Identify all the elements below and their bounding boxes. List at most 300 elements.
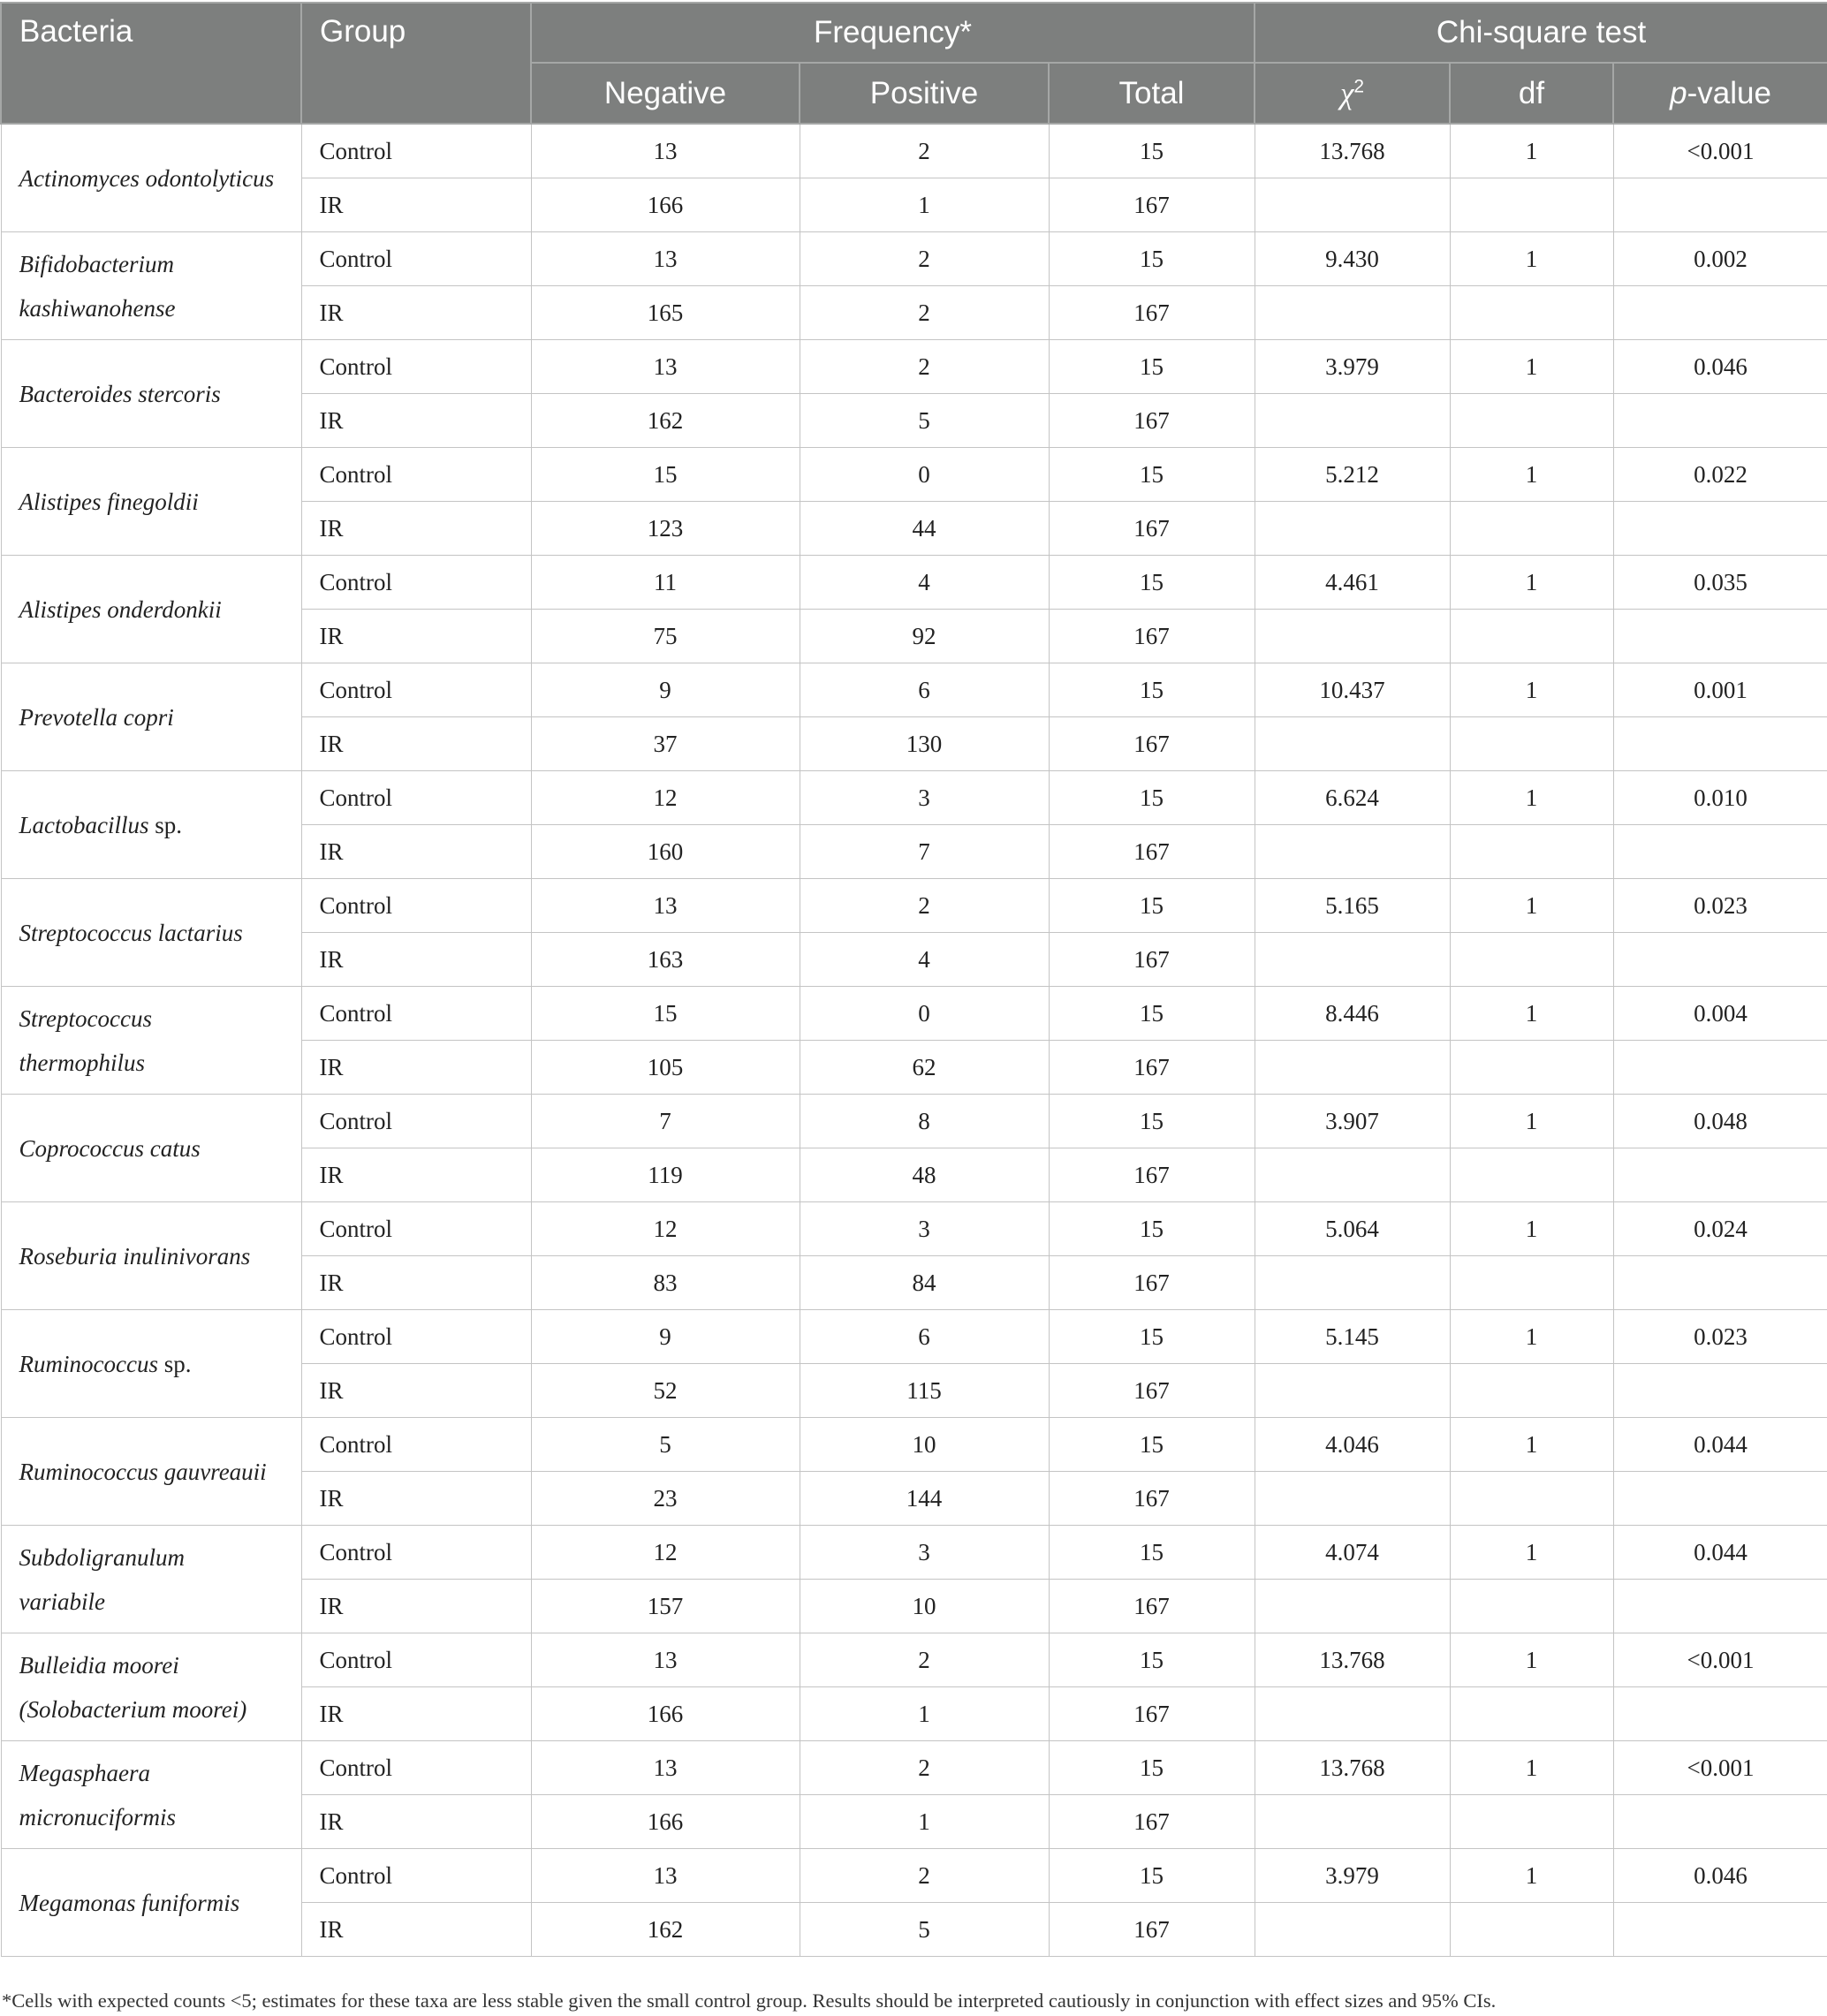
positive-cell: 8 — [800, 1095, 1049, 1148]
p-value-cell-empty — [1613, 502, 1827, 556]
negative-cell: 15 — [531, 987, 800, 1041]
df-cell-empty — [1450, 1148, 1613, 1202]
negative-cell: 165 — [531, 286, 800, 340]
chi2-cell: 5.064 — [1255, 1202, 1450, 1256]
group-cell: IR — [301, 1364, 531, 1418]
positive-cell: 44 — [800, 502, 1049, 556]
df-cell-empty — [1450, 933, 1613, 987]
chi2-cell-empty — [1255, 825, 1450, 879]
total-cell: 15 — [1049, 1633, 1255, 1687]
p-value-cell-empty — [1613, 1256, 1827, 1310]
bacteria-name-cell — [1, 663, 301, 771]
negative-cell: 75 — [531, 610, 800, 663]
group-cell: Control — [301, 1202, 531, 1256]
negative-cell: 7 — [531, 1095, 800, 1148]
positive-cell: 10 — [800, 1418, 1049, 1472]
df-cell-empty — [1450, 825, 1613, 879]
negative-cell: 52 — [531, 1364, 800, 1418]
chi2-cell: 4.046 — [1255, 1418, 1450, 1472]
total-cell: 15 — [1049, 1526, 1255, 1580]
positive-cell: 2 — [800, 879, 1049, 933]
positive-cell: 5 — [800, 394, 1049, 448]
chi2-cell: 8.446 — [1255, 987, 1450, 1041]
positive-cell: 0 — [800, 987, 1049, 1041]
chi2-cell-empty — [1255, 1795, 1450, 1849]
chi2-cell: 6.624 — [1255, 771, 1450, 825]
bacteria-name-cell — [1, 232, 301, 340]
df-cell-empty — [1450, 394, 1613, 448]
p-value-cell-empty — [1613, 1041, 1827, 1095]
df-cell: 1 — [1450, 232, 1613, 286]
negative-cell: 13 — [531, 879, 800, 933]
chi2-cell: 5.145 — [1255, 1310, 1450, 1364]
negative-cell: 13 — [531, 232, 800, 286]
bacteria-name-cell — [1, 556, 301, 663]
p-value-cell-empty — [1613, 394, 1827, 448]
p-value-cell: 0.023 — [1613, 1310, 1827, 1364]
bacteria-name-line2: thermophilus — [19, 1049, 146, 1076]
negative-cell: 123 — [531, 502, 800, 556]
negative-cell: 162 — [531, 1903, 800, 1957]
group-cell: IR — [301, 1148, 531, 1202]
table-row-control — [1, 1095, 1827, 1148]
p-italic: p — [1670, 75, 1687, 110]
chi2-cell: 3.907 — [1255, 1095, 1450, 1148]
p-value-cell-empty — [1613, 1903, 1827, 1957]
df-cell: 1 — [1450, 1202, 1613, 1256]
table-row-control — [1, 1202, 1827, 1256]
df-cell-empty — [1450, 1364, 1613, 1418]
positive-cell: 4 — [800, 933, 1049, 987]
total-cell: 15 — [1049, 1849, 1255, 1903]
bacteria-name-line2: kashiwanohense — [19, 294, 176, 322]
bacteria-name: Megamonas funiformis — [19, 1889, 240, 1916]
bacteria-name-cell — [1, 1741, 301, 1849]
p-value-cell-empty — [1613, 1364, 1827, 1418]
positive-cell: 6 — [800, 1310, 1049, 1364]
p-value-cell-empty — [1613, 178, 1827, 232]
group-cell: IR — [301, 1256, 531, 1310]
bacteria-name: Alistipes onderdonkii — [19, 595, 222, 623]
negative-cell: 166 — [531, 1687, 800, 1741]
total-cell: 15 — [1049, 1418, 1255, 1472]
group-cell: Control — [301, 124, 531, 178]
p-value-cell-empty — [1613, 933, 1827, 987]
df-cell: 1 — [1450, 1849, 1613, 1903]
negative-cell: 37 — [531, 717, 800, 771]
total-cell: 167 — [1049, 502, 1255, 556]
positive-cell: 5 — [800, 1903, 1049, 1957]
positive-cell: 10 — [800, 1580, 1049, 1633]
group-cell: IR — [301, 717, 531, 771]
total-cell: 15 — [1049, 771, 1255, 825]
df-cell-empty — [1450, 1687, 1613, 1741]
total-cell: 167 — [1049, 178, 1255, 232]
group-cell: Control — [301, 987, 531, 1041]
group-cell: Control — [301, 879, 531, 933]
chi2-cell: 5.212 — [1255, 448, 1450, 502]
chi2-cell-empty — [1255, 1041, 1450, 1095]
group-cell: Control — [301, 1418, 531, 1472]
bacteria-name: Bacteroides stercoris — [19, 380, 221, 407]
df-cell: 1 — [1450, 771, 1613, 825]
group-cell: Control — [301, 1310, 531, 1364]
chi2-cell: 13.768 — [1255, 1633, 1450, 1687]
bacteria-name: Coprococcus catus — [19, 1134, 201, 1162]
total-cell: 15 — [1049, 879, 1255, 933]
table-row-control — [1, 556, 1827, 610]
bacteria-name-cell — [1, 340, 301, 448]
chi2-cell-empty — [1255, 286, 1450, 340]
bacteria-name-cell — [1, 1526, 301, 1633]
chi2-cell: 3.979 — [1255, 1849, 1450, 1903]
group-cell: Control — [301, 1633, 531, 1687]
p-value-cell: 0.001 — [1613, 663, 1827, 717]
df-cell-empty — [1450, 1795, 1613, 1849]
positive-cell: 84 — [800, 1256, 1049, 1310]
header-chi-square-test: Chi-square test — [1255, 3, 1827, 63]
negative-cell: 163 — [531, 933, 800, 987]
total-cell: 15 — [1049, 448, 1255, 502]
total-cell: 167 — [1049, 610, 1255, 663]
group-cell: IR — [301, 1472, 531, 1526]
positive-cell: 130 — [800, 717, 1049, 771]
df-cell: 1 — [1450, 1741, 1613, 1795]
table-row-control — [1, 232, 1827, 286]
table-row-control — [1, 1418, 1827, 1472]
bacteria-name-line2: (Solobacterium moorei) — [19, 1695, 247, 1723]
p-value-cell-empty — [1613, 1687, 1827, 1741]
p-value-cell-empty — [1613, 1580, 1827, 1633]
p-value-cell: 0.022 — [1613, 448, 1827, 502]
total-cell: 167 — [1049, 1795, 1255, 1849]
df-cell-empty — [1450, 717, 1613, 771]
chi-superscript: 2 — [1353, 75, 1365, 96]
df-cell: 1 — [1450, 1526, 1613, 1580]
bacteria-name-suffix: sp. — [157, 1350, 192, 1377]
table-row-control — [1, 1741, 1827, 1795]
total-cell: 167 — [1049, 1687, 1255, 1741]
chi2-cell-empty — [1255, 1148, 1450, 1202]
negative-cell: 157 — [531, 1580, 800, 1633]
negative-cell: 9 — [531, 1310, 800, 1364]
bacteria-name-cell — [1, 124, 301, 232]
p-value-cell-empty — [1613, 825, 1827, 879]
p-value-cell: 0.048 — [1613, 1095, 1827, 1148]
bacteria-name: Roseburia inulinivorans — [19, 1242, 251, 1269]
positive-cell: 1 — [800, 1687, 1049, 1741]
p-value-cell: 0.046 — [1613, 1849, 1827, 1903]
p-value-cell: 0.023 — [1613, 879, 1827, 933]
group-cell: Control — [301, 556, 531, 610]
df-cell-empty — [1450, 1472, 1613, 1526]
group-cell: IR — [301, 825, 531, 879]
total-cell: 167 — [1049, 1580, 1255, 1633]
total-cell: 167 — [1049, 1041, 1255, 1095]
bacteria-name-line2: micronuciformis — [19, 1803, 176, 1830]
bacteria-name: Bulleidia moorei — [19, 1651, 179, 1679]
group-cell: IR — [301, 394, 531, 448]
df-cell-empty — [1450, 178, 1613, 232]
bacteria-chi-square-table — [0, 2, 1827, 1957]
table-header — [1, 3, 1827, 124]
table-body — [1, 124, 1827, 1957]
header-df: df — [1450, 63, 1613, 124]
table-row-control — [1, 448, 1827, 502]
bacteria-name-cell — [1, 1095, 301, 1202]
chi2-cell: 3.979 — [1255, 340, 1450, 394]
negative-cell: 13 — [531, 1741, 800, 1795]
chi2-cell: 4.074 — [1255, 1526, 1450, 1580]
table-row-control — [1, 1633, 1827, 1687]
chi2-cell-empty — [1255, 1903, 1450, 1957]
negative-cell: 13 — [531, 1633, 800, 1687]
p-value-cell-empty — [1613, 1795, 1827, 1849]
group-cell: Control — [301, 1095, 531, 1148]
group-cell: Control — [301, 232, 531, 286]
group-cell: IR — [301, 933, 531, 987]
bacteria-name: Lactobacillus — [19, 811, 149, 838]
chi2-cell: 5.165 — [1255, 879, 1450, 933]
table-row-control — [1, 1849, 1827, 1903]
bacteria-name-cell — [1, 879, 301, 987]
positive-cell: 3 — [800, 1202, 1049, 1256]
df-cell-empty — [1450, 502, 1613, 556]
total-cell: 167 — [1049, 286, 1255, 340]
total-cell: 15 — [1049, 1741, 1255, 1795]
group-cell: IR — [301, 610, 531, 663]
chi2-cell-empty — [1255, 1472, 1450, 1526]
p-value-cell-empty — [1613, 286, 1827, 340]
group-cell: IR — [301, 286, 531, 340]
negative-cell: 11 — [531, 556, 800, 610]
negative-cell: 166 — [531, 1795, 800, 1849]
df-cell: 1 — [1450, 340, 1613, 394]
p-value-cell: 0.004 — [1613, 987, 1827, 1041]
positive-cell: 62 — [800, 1041, 1049, 1095]
positive-cell: 2 — [800, 1849, 1049, 1903]
table-row-control — [1, 124, 1827, 178]
df-cell: 1 — [1450, 879, 1613, 933]
df-cell-empty — [1450, 1256, 1613, 1310]
group-cell: IR — [301, 178, 531, 232]
p-value-cell: <0.001 — [1613, 1633, 1827, 1687]
df-cell-empty — [1450, 1903, 1613, 1957]
positive-cell: 2 — [800, 232, 1049, 286]
chi2-cell-empty — [1255, 502, 1450, 556]
bacteria-name-cell — [1, 771, 301, 879]
positive-cell: 7 — [800, 825, 1049, 879]
p-value-cell-empty — [1613, 1472, 1827, 1526]
header-chi2 — [1255, 63, 1450, 124]
total-cell: 167 — [1049, 1256, 1255, 1310]
table-row-control — [1, 1526, 1827, 1580]
header-p-value — [1613, 63, 1827, 124]
p-rest: -value — [1687, 75, 1771, 110]
table-row-control — [1, 771, 1827, 825]
negative-cell: 12 — [531, 771, 800, 825]
bacteria-name-cell — [1, 448, 301, 556]
table-row-control — [1, 879, 1827, 933]
total-cell: 15 — [1049, 1310, 1255, 1364]
total-cell: 15 — [1049, 340, 1255, 394]
header-positive: Positive — [800, 63, 1049, 124]
df-cell: 1 — [1450, 987, 1613, 1041]
footnote: *Cells with expected counts <5; estimates for these taxa are less stable given the small control group. Results should be interpreted cautiously in conjunction with effect sizes and 95% CIs. — [2, 1989, 1497, 2012]
df-cell: 1 — [1450, 448, 1613, 502]
header-group: Group — [301, 3, 531, 124]
positive-cell: 115 — [800, 1364, 1049, 1418]
negative-cell: 12 — [531, 1526, 800, 1580]
positive-cell: 3 — [800, 771, 1049, 825]
p-value-cell: 0.044 — [1613, 1418, 1827, 1472]
total-cell: 167 — [1049, 825, 1255, 879]
table-row-control — [1, 1310, 1827, 1364]
bacteria-name-suffix: sp. — [148, 811, 183, 838]
positive-cell: 2 — [800, 1633, 1049, 1687]
bacteria-name-cell — [1, 987, 301, 1095]
bacteria-name: Megasphaera — [19, 1759, 150, 1786]
chi2-cell: 13.768 — [1255, 124, 1450, 178]
negative-cell: 105 — [531, 1041, 800, 1095]
header-frequency: Frequency* — [531, 3, 1255, 63]
chi2-cell: 4.461 — [1255, 556, 1450, 610]
df-cell-empty — [1450, 610, 1613, 663]
positive-cell: 48 — [800, 1148, 1049, 1202]
table-row-control — [1, 663, 1827, 717]
chi-symbol: χ — [1339, 75, 1354, 110]
chi2-cell-empty — [1255, 1364, 1450, 1418]
p-value-cell: 0.024 — [1613, 1202, 1827, 1256]
group-cell: Control — [301, 1741, 531, 1795]
positive-cell: 0 — [800, 448, 1049, 502]
p-value-cell: 0.035 — [1613, 556, 1827, 610]
chi2-cell-empty — [1255, 1687, 1450, 1741]
total-cell: 15 — [1049, 556, 1255, 610]
p-value-cell: 0.002 — [1613, 232, 1827, 286]
p-value-cell: 0.044 — [1613, 1526, 1827, 1580]
chi2-cell-empty — [1255, 1580, 1450, 1633]
bacteria-name-cell — [1, 1202, 301, 1310]
total-cell: 167 — [1049, 1148, 1255, 1202]
bacteria-name-cell — [1, 1310, 301, 1418]
negative-cell: 83 — [531, 1256, 800, 1310]
table-row-control — [1, 987, 1827, 1041]
positive-cell: 2 — [800, 1741, 1049, 1795]
total-cell: 167 — [1049, 394, 1255, 448]
positive-cell: 4 — [800, 556, 1049, 610]
negative-cell: 160 — [531, 825, 800, 879]
group-cell: Control — [301, 663, 531, 717]
total-cell: 15 — [1049, 124, 1255, 178]
df-cell: 1 — [1450, 1310, 1613, 1364]
group-cell: IR — [301, 1795, 531, 1849]
total-cell: 167 — [1049, 717, 1255, 771]
group-cell: Control — [301, 448, 531, 502]
total-cell: 167 — [1049, 1364, 1255, 1418]
p-value-cell: 0.046 — [1613, 340, 1827, 394]
total-cell: 15 — [1049, 1095, 1255, 1148]
bacteria-name: Prevotella copri — [19, 703, 174, 731]
bacteria-name-cell — [1, 1418, 301, 1526]
df-cell-empty — [1450, 1041, 1613, 1095]
p-value-cell: <0.001 — [1613, 124, 1827, 178]
positive-cell: 2 — [800, 286, 1049, 340]
negative-cell: 23 — [531, 1472, 800, 1526]
chi2-cell: 9.430 — [1255, 232, 1450, 286]
p-value-cell-empty — [1613, 717, 1827, 771]
total-cell: 167 — [1049, 933, 1255, 987]
negative-cell: 119 — [531, 1148, 800, 1202]
p-value-cell-empty — [1613, 610, 1827, 663]
group-cell: Control — [301, 1526, 531, 1580]
group-cell: Control — [301, 340, 531, 394]
bacteria-name: Actinomyces odontolyticus — [19, 164, 275, 192]
p-value-cell: 0.010 — [1613, 771, 1827, 825]
chi2-cell-empty — [1255, 717, 1450, 771]
positive-cell: 6 — [800, 663, 1049, 717]
df-cell: 1 — [1450, 1633, 1613, 1687]
bacteria-name-cell — [1, 1849, 301, 1957]
negative-cell: 13 — [531, 340, 800, 394]
df-cell-empty — [1450, 286, 1613, 340]
total-cell: 167 — [1049, 1472, 1255, 1526]
df-cell-empty — [1450, 1580, 1613, 1633]
p-value-cell: <0.001 — [1613, 1741, 1827, 1795]
bacteria-name: Subdoligranulum — [19, 1543, 186, 1571]
negative-cell: 162 — [531, 394, 800, 448]
bacteria-name: Alistipes finegoldii — [19, 488, 199, 515]
negative-cell: 9 — [531, 663, 800, 717]
chi2-cell: 10.437 — [1255, 663, 1450, 717]
chi2-cell-empty — [1255, 933, 1450, 987]
chi2-cell-empty — [1255, 394, 1450, 448]
positive-cell: 2 — [800, 124, 1049, 178]
group-cell: IR — [301, 1687, 531, 1741]
negative-cell: 15 — [531, 448, 800, 502]
df-cell: 1 — [1450, 1418, 1613, 1472]
negative-cell: 5 — [531, 1418, 800, 1472]
table-container — [0, 2, 1827, 1957]
negative-cell: 13 — [531, 1849, 800, 1903]
header-total: Total — [1049, 63, 1255, 124]
total-cell: 15 — [1049, 663, 1255, 717]
df-cell: 1 — [1450, 556, 1613, 610]
df-cell: 1 — [1450, 663, 1613, 717]
bacteria-name-cell — [1, 1633, 301, 1741]
p-value-cell-empty — [1613, 1148, 1827, 1202]
total-cell: 167 — [1049, 1903, 1255, 1957]
header-bacteria: Bacteria — [1, 3, 301, 124]
group-cell: IR — [301, 502, 531, 556]
table-row-control — [1, 340, 1827, 394]
group-cell: IR — [301, 1580, 531, 1633]
negative-cell: 12 — [531, 1202, 800, 1256]
chi2-cell-empty — [1255, 178, 1450, 232]
positive-cell: 92 — [800, 610, 1049, 663]
chi2-cell-empty — [1255, 610, 1450, 663]
positive-cell: 144 — [800, 1472, 1049, 1526]
total-cell: 15 — [1049, 1202, 1255, 1256]
bacteria-name-line2: variabile — [19, 1588, 105, 1615]
total-cell: 15 — [1049, 232, 1255, 286]
negative-cell: 166 — [531, 178, 800, 232]
bacteria-name: Ruminococcus gauvreauii — [19, 1458, 267, 1485]
positive-cell: 1 — [800, 1795, 1049, 1849]
positive-cell: 2 — [800, 340, 1049, 394]
bacteria-name: Streptococcus — [19, 1004, 152, 1032]
header-negative: Negative — [531, 63, 800, 124]
